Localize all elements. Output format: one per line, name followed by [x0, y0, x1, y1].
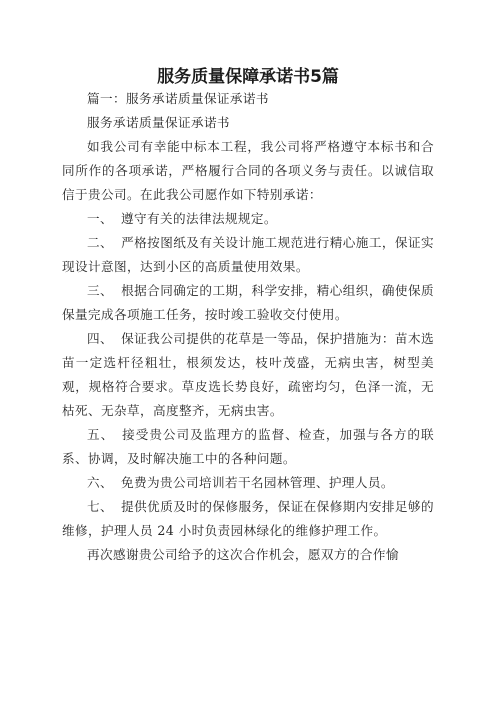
item-number: 二、: [87, 235, 114, 250]
item-number: 五、: [87, 427, 115, 442]
item-number: 七、: [87, 499, 114, 514]
item-number: 四、: [87, 331, 114, 346]
item-number: 三、: [87, 283, 114, 298]
item-number: 一、: [87, 211, 113, 226]
item-text: 遵守有关的法律法规规定。: [121, 211, 277, 226]
list-item: [62, 471, 434, 495]
section-heading: 篇一：服务承诺质量保证承诺书: [87, 91, 269, 106]
document-body: [62, 87, 434, 567]
item-text: 保证我公司提供的花草是一等品，保护措施为：苗木选苗一定选杆径粗壮，根须发达，枝叶茂盛，无病虫害，树型美观，规格符合要求。草皮选长势良好，疏密均匀，色泽一流，无枯死、无杂草，高度整齐，无病虫害。: [62, 331, 434, 418]
item-text: 提供优质及时的保修服务，保证在保修期内安排足够的维修，护理人员 24 小时负责园林绿化的维修护理工作。: [62, 499, 434, 538]
list-item: [62, 423, 434, 471]
item-text: 接受贵公司及监理方的监督、检查，加强与各方的联系、协调，及时解决施工中的各种问题。: [62, 427, 434, 466]
list-item: [62, 231, 434, 279]
item-number: 六、: [87, 475, 113, 490]
item-text: 严格按图纸及有关设计施工规范进行精心施工，保证实现设计意图，达到小区的高质量使用效果。: [62, 235, 434, 274]
item-text: 根据合同确定的工期，科学安排，精心组织，确使保质保量完成各项施工任务，按时竣工验收交付使用。: [62, 283, 434, 322]
document-title: 服务质量保障承诺书5篇: [157, 67, 339, 87]
item-text: 免费为贵公司培训若干名园林管理、护理人员。: [121, 475, 394, 490]
list-item: [62, 207, 434, 231]
list-item: [62, 327, 434, 423]
intro-paragraph: 如我公司有幸能中标本工程，我公司将严格遵守本标书和合同所作的各项承诺，严格履行合同的各项义务与责任。以诚信取信于贵公司。在此我公司愿作如下特别承诺：: [62, 139, 434, 202]
subheading: 服务承诺质量保证承诺书: [87, 115, 230, 130]
closing-paragraph: 再次感谢贵公司给予的这次合作机会，愿双方的合作愉: [87, 547, 399, 562]
list-item: [62, 279, 434, 327]
list-item: [62, 495, 434, 543]
